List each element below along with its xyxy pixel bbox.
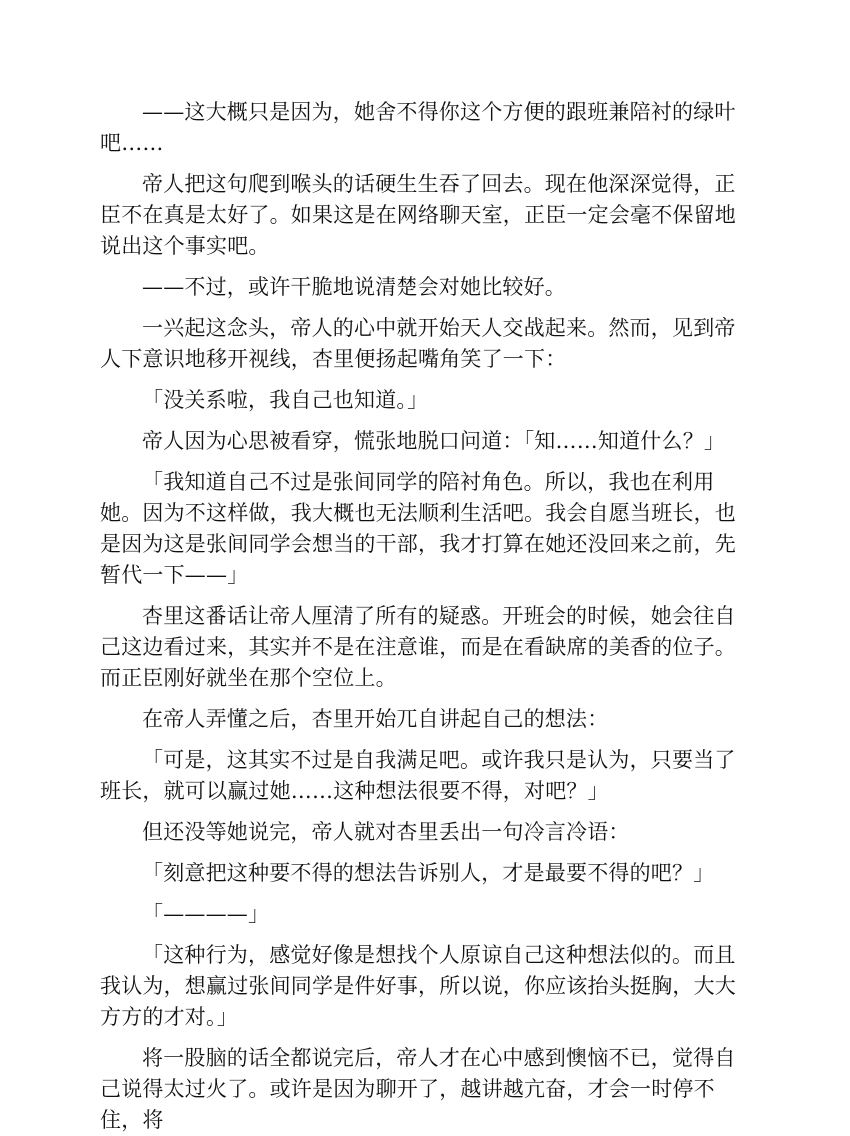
paragraph: 帝人因为心思被看穿，慌张地脱口问道：「知……知道什么？」 — [142, 429, 726, 453]
paragraph: 「这种行为，感觉好像是想找个人原谅自己这种想法似的。而且我认为，想赢过张间同学是件好事，所以说，你应该抬头挺胸，大大方方的才对。」 — [100, 943, 736, 1029]
paragraph: 一兴起这念头，帝人的心中就开始天人交战起来。然而，见到帝人下意识地移开视线，杏里便扬起嘴角笑了一下： — [100, 316, 736, 371]
paragraph: 将一股脑的话全都说完后，帝人才在心中感到懊恼不已，觉得自己说得太过火了。或许是因为聊开了，越讲越亢奋，才会一时停不住，将 — [100, 1046, 736, 1132]
paragraph: 在帝人弄懂之后，杏里开始兀自讲起自己的想法： — [142, 707, 609, 731]
paragraph: 但还没等她说完，帝人就对杏里丢出一句冷言冷语： — [142, 820, 630, 844]
paragraph: 「我知道自己不过是张间同学的陪衬角色。所以，我也在利用她。因为不这样做，我大概也无法顺利生活吧。我会自愿当班长，也是因为这是张间同学会想当的干部，我才打算在她还没回来之前，先暂代一下——」 — [100, 470, 736, 587]
paragraph: ——这大概只是因为，她舍不得你这个方便的跟班兼陪衬的绿叶吧…… — [100, 100, 736, 155]
paragraph: 帝人把这句爬到喉头的话硬生生吞了回去。现在他深深觉得，正臣不在真是太好了。如果这是在网络聊天室，正臣一定会毫不保留地说出这个事实吧。 — [100, 172, 736, 258]
paragraph: 「可是，这其实不过是自我满足吧。或许我只是认为，只要当了班长，就可以赢过她……这种想法很要不得，对吧？」 — [100, 748, 736, 803]
body-text — [100, 97, 750, 1136]
paragraph: 「没关系啦，我自己也知道。」 — [142, 388, 429, 412]
paragraph: ——不过，或许干脆地说清楚会对她比较好。 — [142, 275, 566, 299]
paragraph: 「刻意把这种要不得的想法告诉别人，才是最要不得的吧？」 — [142, 861, 715, 885]
paragraph: 杏里这番话让帝人厘清了所有的疑惑。开班会的时候，她会往自己这边看过来，其实并不是在注意谁，而是在看缺席的美香的位子。而正臣刚好就坐在那个空位上。 — [100, 604, 736, 690]
paragraph: 「————」 — [142, 902, 270, 926]
